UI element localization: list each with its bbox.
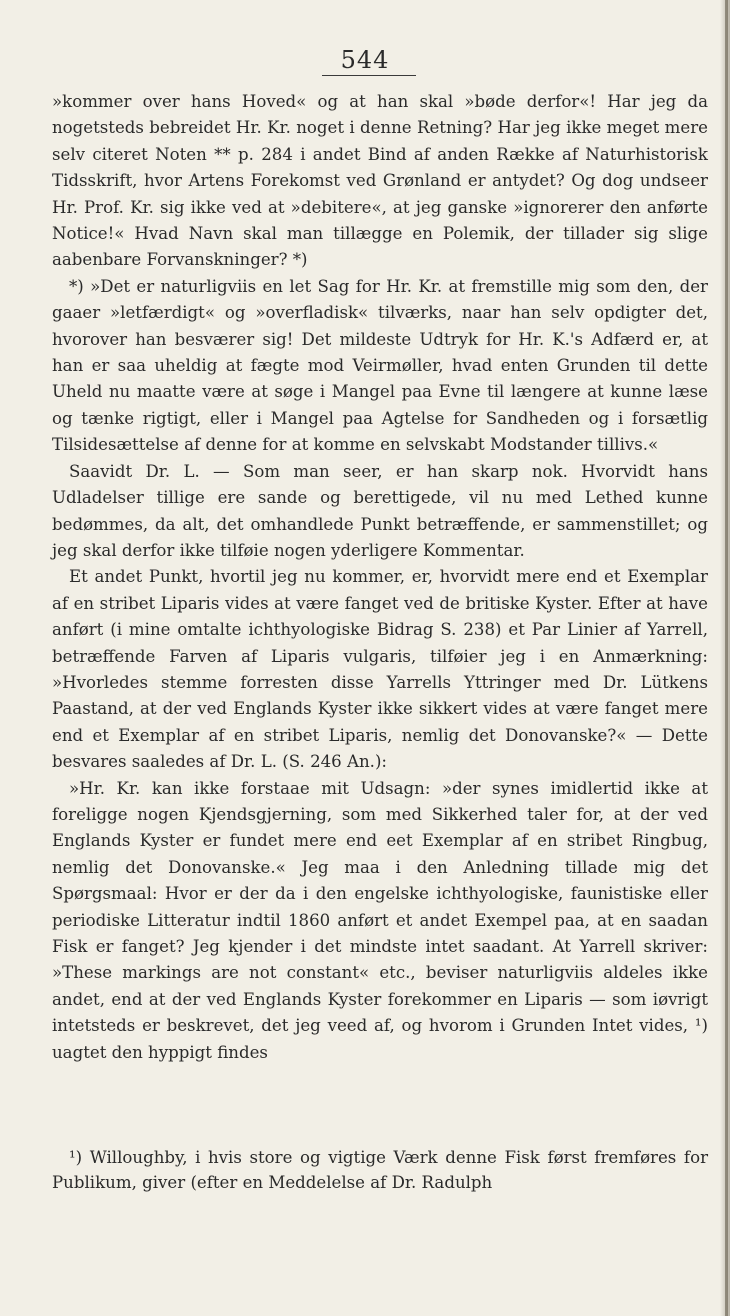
paragraph-2-quote: *) »Det er naturligviis en let Sag for Hr. Kr. at fremstille mig som den, der gaaer »letfærdigt« og »overfladisk« tilværks, naar han selv opdigter det, hvorover han besværer sig! Det mildeste Udtryk for Hr. K.'s Adfærd er, at han er saa uheldig at fægte mod Veirmøller, hvad enten Grunden til dette Uheld nu maatte være at søge i Mangel paa Evne til længere at kunne læse og tænke rigtigt, eller i Mangel paa Agtelse for Sandheden og i forsætlig Tilsidesættelse af denne for at komme en selvskabt Modstander tillivs.« xyxy=(52,276,708,455)
page-edge-line xyxy=(725,0,728,1316)
body-text xyxy=(52,89,708,1066)
page-number: 544 xyxy=(340,46,390,74)
paragraph-5-quote: »Hr. Kr. kan ikke forstaae mit Udsagn: »der synes imidlertid ikke at foreligge nogen Kjendsgjerning, som med Sikkerhed taler for, at der ved Englands Kyster er fundet mere end eet Exemplar af en stribet Ringbug, nemlig det Donovanske.« Jeg maa i den Anledning tillade mig det Spørgsmaal: Hvor er der da i den engelske ichthyologiske, faunistiske eller periodiske Litteratur indtil 1860 anført et andet Exempel paa, at en saadan Fisk er fanget? Jeg kjender i det mindste intet saadant. At Yarrell skriver: »These markings are not constant« etc., beviser naturligviis aldeles ikke andet, end at der ved Englands Kyster forekommer en Liparis — som iøvrigt intetsteds er beskrevet, det jeg veed af, og hvorom i Grunden Intet vides, ¹) uagtet den hyppigt findes xyxy=(52,778,708,1062)
footnote-1: ¹) Willoughby, i hvis store og vigtige Værk denne Fisk først fremføres for Publikum, giver (efter en Meddelelse af Dr. Radulph xyxy=(52,1148,708,1192)
paragraph-4: Et andet Punkt, hvortil jeg nu kommer, er, hvorvidt mere end et Exemplar af en stribet Liparis vides at være fanget ved de britiske Kyster. Efter at have anført (i mine omtalte ichthyologiske Bidrag S. 238) et Par Linier af Yarrell, betræffende Farven af Liparis vulgaris, tilføier jeg i en Anmærkning: »Hvorledes stemme forresten disse Yarrells Yttringer med Dr. Lütkens Paastand, at der ved Englands Kyster ikke sikkert vides at være fanget mere end et Exemplar af en stribet Liparis, nemlig det Donovanske?« — Dette besvares saaledes af Dr. L. (S. 246 An.): xyxy=(52,567,708,772)
page-number-rule xyxy=(322,75,416,76)
paragraph-3: Saavidt Dr. L. — Som man seer, er han skarp nok. Hvorvidt hans Udladelser tillige ere sande og berettigede, vil nu med Lethed kunne bedømmes, da alt, det omhandlede Punkt betræffende, er sammenstillet; og jeg skal derfor ikke tilføie nogen yderligere Kommentar. xyxy=(52,461,708,560)
footnote xyxy=(52,1146,708,1195)
paragraph-1: »kommer over hans Hoved« og at han skal »bøde derfor«! Har jeg da nogetsteds bebreidet Hr. Kr. noget i denne Retning? Har jeg ikke meget mere selv citeret Noten ** p. 284 i andet Bind af anden Række af Naturhistorisk Tidsskrift, hvor Artens Forekomst ved Grønland er antydet? Og dog undseer Hr. Prof. Kr. sig ikke ved at »debitere«, at jeg ganske »ignorerer den anførte Notice!« Hvad Navn skal man tillægge en Polemik, der tillader sig slige aabenbare Forvanskninger? *) xyxy=(52,92,708,270)
